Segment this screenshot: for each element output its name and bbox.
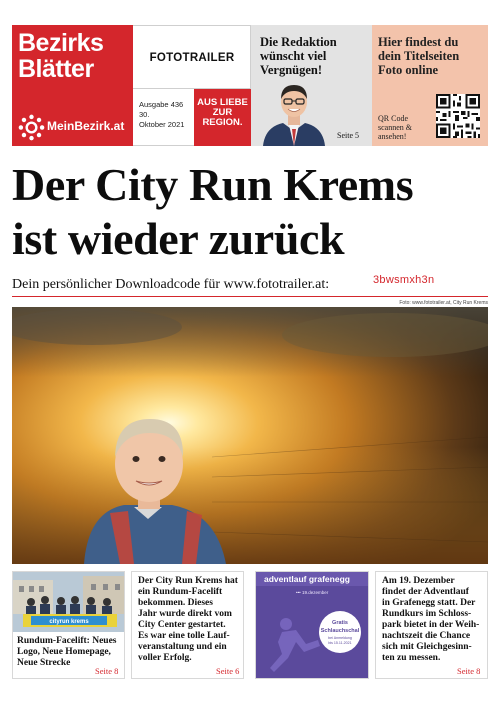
issue-info: Ausgabe 436 30. Oktober 2021 xyxy=(139,100,185,129)
teaser-city-run-text: Der City Run Krems hat ein Rundum-Facelift bekommen. Dieses Jahr wurde direkt vom City Center gestartet. Es war eine tolle Lauf- veranstaltung und ein voller Erfolg. xyxy=(138,576,238,663)
qr-label: QR Code scannen & ansehen! xyxy=(378,114,412,141)
editorial-box xyxy=(251,25,372,146)
teaser-facelift-page: Seite 8 xyxy=(95,666,119,676)
product-title: FOTOTRAILER xyxy=(149,52,235,64)
product-box xyxy=(133,25,251,146)
adventlauf-date: ••• 19.dezember xyxy=(296,590,329,595)
main-headline: Der City Run Krems ist wieder zurück xyxy=(12,159,414,264)
badge-line-3: bei Anmeldung xyxy=(328,636,352,640)
teaser-adventlauf-text: Am 19. Dezember findet der Adventlauf in Grafenegg statt. Der Rundkurs im Schloss- park bietet in der Weih- nachtszeit die Chance sich mit Gleichgesinn- ten zu messen. xyxy=(382,576,480,663)
red-rule xyxy=(12,296,488,297)
teaser-facelift-photo xyxy=(13,572,125,632)
teaser-banner-text: cityrun krems xyxy=(49,619,89,625)
teaser-facelift[interactable] xyxy=(12,571,125,679)
photo-credit: Foto: www.fototrailer.at, City Run Krems xyxy=(399,300,488,306)
qr-code-icon[interactable] xyxy=(436,94,480,138)
badge-line-1: Gratis xyxy=(332,620,348,626)
qr-headline: Hier findest du dein Titelseiten Foto online xyxy=(378,35,460,77)
teaser-adventlauf[interactable] xyxy=(375,571,488,679)
teaser-city-run[interactable] xyxy=(131,571,244,679)
editor-portrait xyxy=(259,75,329,146)
sun-icon xyxy=(18,114,45,141)
qr-box xyxy=(372,25,488,146)
logo-title: Bezirks Blätter xyxy=(18,29,104,83)
adventlauf-title: adventlauf grafenegg xyxy=(264,574,350,584)
teaser-adventlauf-ad[interactable] xyxy=(255,571,369,679)
badge-line-2: Schlauchschal xyxy=(320,628,360,634)
main-photo xyxy=(12,307,488,564)
teaser-facelift-title: Rundum-Facelift: Neues Logo, Neue Homepage, Neue Strecke xyxy=(17,636,117,668)
download-text: Dein persönlicher Downloadcode für www.fototrailer.at: xyxy=(12,277,330,292)
teaser-city-run-page: Seite 6 xyxy=(216,666,240,676)
site-name: MeinBezirk.at xyxy=(47,119,125,133)
download-code[interactable]: 3bwsmxh3n xyxy=(373,274,435,286)
editorial-page: Seite 5 xyxy=(337,131,359,140)
editorial-greeting: Die Redaktion wünscht viel Vergnügen! xyxy=(260,35,337,77)
adventlauf-poster xyxy=(256,572,369,679)
slogan-badge: AUS LIEBE ZUR REGION. xyxy=(194,89,251,146)
badge-line-4: bis 15.11.2021 xyxy=(328,641,352,645)
teaser-adventlauf-page: Seite 8 xyxy=(457,666,481,676)
bezirksblaetter-logo xyxy=(12,25,133,146)
